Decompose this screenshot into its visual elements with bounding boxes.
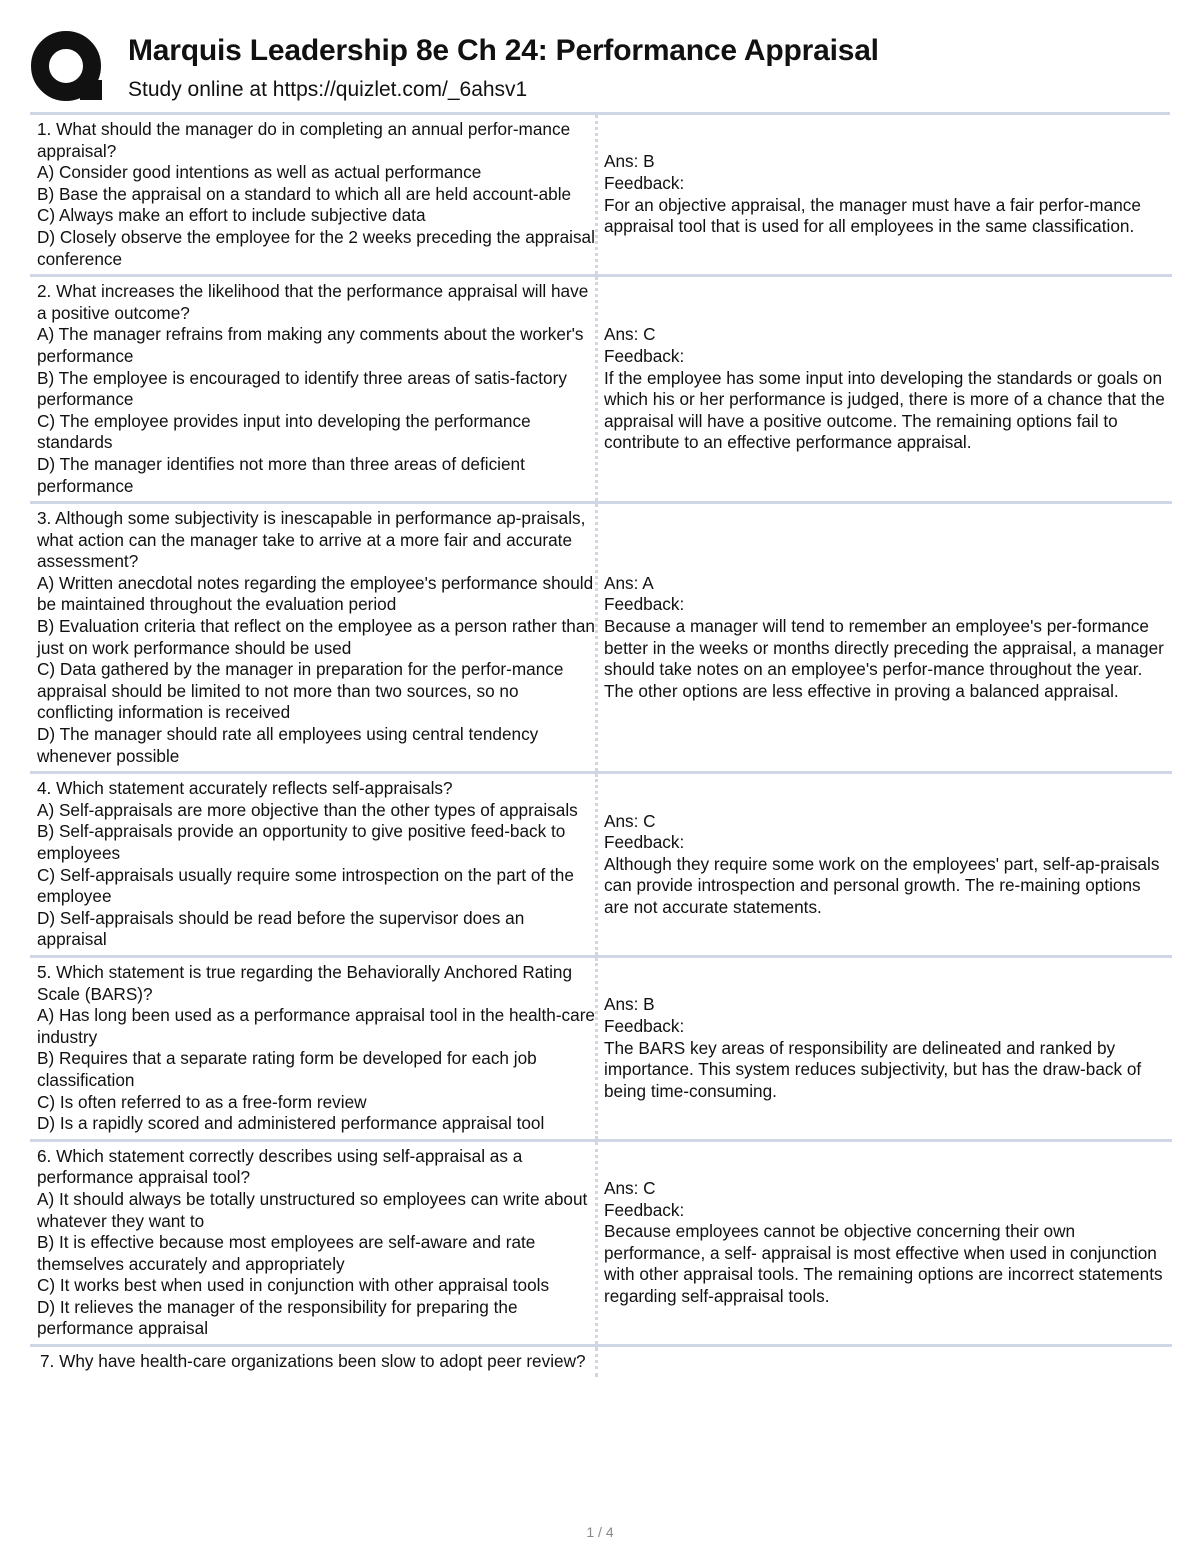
study-link-text: Study online at https://quizlet.com/_6ahsv1 bbox=[128, 78, 528, 101]
feedback-label: Feedback: bbox=[604, 594, 685, 615]
answer-text: Ans: C bbox=[604, 324, 656, 345]
option-c: C) The employee provides input into developing the performance standards bbox=[37, 410, 531, 453]
feedback-text: Although they require some work on the employees' part, self-ap-praisals can provide introspection and personal growth. The re-maining options are not accurate statements. bbox=[604, 853, 1160, 917]
option-d: D) It relieves the manager of the responsibility for preparing the performance appraisal bbox=[37, 1296, 518, 1339]
answer-text: Ans: B bbox=[604, 151, 655, 172]
question-cell bbox=[30, 277, 598, 501]
question-cell bbox=[30, 958, 598, 1139]
card-row-3 bbox=[30, 504, 1172, 774]
option-a: A) Consider good intentions as well as actual performance bbox=[37, 162, 482, 183]
question-cell bbox=[30, 115, 598, 274]
page-title: Marquis Leadership 8e Ch 24: Performance Appraisal bbox=[128, 34, 879, 67]
question-cell bbox=[30, 1347, 598, 1377]
feedback-text: Because employees cannot be objective concerning their own performance, a self- appraisal is most effective when used in conjunction with other appraisal tools. The remaining options are incorrect statements regarding self-appraisal tools. bbox=[604, 1221, 1163, 1307]
option-a: A) It should always be totally unstructured so employees can write about whatever they want to bbox=[37, 1188, 588, 1231]
option-a: A) Written anecdotal notes regarding the employee's performance should be maintained throughout the evaluation period bbox=[37, 572, 594, 615]
card-row-7 bbox=[30, 1347, 1172, 1377]
option-c: C) Self-appraisals usually require some introspection on the part of the employee bbox=[37, 864, 574, 907]
question-cell bbox=[30, 504, 598, 771]
flashcard-table bbox=[30, 115, 1172, 1377]
answer-cell bbox=[598, 1142, 1172, 1344]
answer-cell bbox=[598, 774, 1172, 955]
question-cell bbox=[30, 774, 598, 955]
option-b: B) The employee is encouraged to identify three areas of satis-factory performance bbox=[37, 367, 567, 410]
question-text: 7. Why have health-care organizations been slow to adopt peer review? bbox=[40, 1351, 586, 1372]
option-d: D) The manager identifies not more than three areas of deficient performance bbox=[37, 453, 525, 496]
feedback-label: Feedback: bbox=[604, 1015, 685, 1036]
question-text: 3. Although some subjectivity is inescapable in performance ap-praisals, what action can the manager take to arrive at a more fair and accurate assessment? bbox=[37, 508, 586, 572]
answer-text: Ans: B bbox=[604, 994, 655, 1015]
option-d: D) Closely observe the employee for the 2 weeks preceding the appraisal conference bbox=[37, 226, 595, 269]
option-b: B) Requires that a separate rating form be developed for each job classification bbox=[37, 1048, 537, 1090]
feedback-text: For an objective appraisal, the manager must have a fair perfor-mance appraisal tool that is used for all employees in the same classification. bbox=[604, 194, 1141, 237]
question-text: 4. Which statement accurately reflects self-appraisals? bbox=[37, 778, 453, 799]
answer-text: Ans: A bbox=[604, 572, 654, 593]
option-d: D) Is a rapidly scored and administered performance appraisal tool bbox=[37, 1113, 545, 1134]
answer-cell bbox=[598, 115, 1172, 274]
option-c: C) Is often referred to as a free-form review bbox=[37, 1091, 367, 1112]
question-text: 1. What should the manager do in completing an annual perfor-mance appraisal? bbox=[37, 119, 571, 161]
question-text: 2. What increases the likelihood that the performance appraisal will have a positive outcome? bbox=[37, 281, 589, 323]
option-d: D) Self-appraisals should be read before the supervisor does an appraisal bbox=[37, 907, 525, 950]
answer-cell bbox=[598, 277, 1172, 501]
answer-text: Ans: C bbox=[604, 810, 656, 831]
feedback-label: Feedback: bbox=[604, 832, 685, 853]
question-text: 5. Which statement is true regarding the Behaviorally Anchored Rating Scale (BARS)? bbox=[37, 961, 573, 1004]
answer-cell bbox=[598, 1347, 1172, 1377]
option-b: B) It is effective because most employees are self-aware and rate themselves accurately and appropriately bbox=[37, 1232, 536, 1274]
feedback-label: Feedback: bbox=[604, 172, 685, 193]
card-row-5 bbox=[30, 958, 1172, 1142]
feedback-label: Feedback: bbox=[604, 1199, 685, 1220]
option-a: A) Self-appraisals are more objective than the other types of appraisals bbox=[37, 799, 578, 820]
option-b: B) Evaluation criteria that reflect on the employee as a person rather than just on work performance should be used bbox=[37, 616, 595, 658]
answer-cell bbox=[598, 504, 1172, 771]
question-cell bbox=[30, 1142, 598, 1344]
option-c: C) It works best when used in conjunction with other appraisal tools bbox=[37, 1275, 550, 1296]
card-row-2 bbox=[30, 277, 1172, 504]
header bbox=[30, 28, 1170, 108]
feedback-text: The BARS key areas of responsibility are delineated and ranked by importance. This system reduces subjectivity, but has the draw-back of being time-consuming. bbox=[604, 1037, 1142, 1101]
feedback-label: Feedback: bbox=[604, 345, 685, 366]
option-b: B) Base the appraisal on a standard to which all are held account-able bbox=[37, 183, 572, 204]
quizlet-q-logo-icon bbox=[30, 30, 106, 106]
option-c: C) Always make an effort to include subjective data bbox=[37, 205, 426, 226]
option-b: B) Self-appraisals provide an opportunity to give positive feed-back to employees bbox=[37, 821, 566, 863]
option-a: A) Has long been used as a performance appraisal tool in the health-care industry bbox=[37, 1005, 595, 1047]
card-row-6 bbox=[30, 1142, 1172, 1347]
question-text: 6. Which statement correctly describes using self-appraisal as a performance appraisal tool? bbox=[37, 1145, 523, 1188]
option-d: D) The manager should rate all employees using central tendency whenever possible bbox=[37, 724, 539, 766]
card-row-4 bbox=[30, 774, 1172, 958]
page-indicator: 1 / 4 bbox=[586, 1524, 614, 1540]
feedback-text: Because a manager will tend to remember an employee's per-formance better in the weeks or months directly preceding the appraisal, a manager should take notes on an employee's perfor-mance throughout the year. The other options are less effective in proving a balanced appraisal. bbox=[604, 616, 1164, 701]
feedback-text: If the employee has some input into developing the standards or goals on which his or her performance is judged, there is more of a chance that the appraisal will have a positive outcome. The remaining options fail to contribute to an effective performance appraisal. bbox=[604, 367, 1165, 453]
option-a: A) The manager refrains from making any comments about the worker's performance bbox=[37, 324, 584, 366]
card-row-1 bbox=[30, 115, 1172, 277]
answer-text: Ans: C bbox=[604, 1178, 656, 1199]
answer-cell bbox=[598, 958, 1172, 1139]
option-c: C) Data gathered by the manager in preparation for the perfor-mance appraisal should be limited to not more than two sources, so no conflicting information is received bbox=[37, 659, 564, 723]
